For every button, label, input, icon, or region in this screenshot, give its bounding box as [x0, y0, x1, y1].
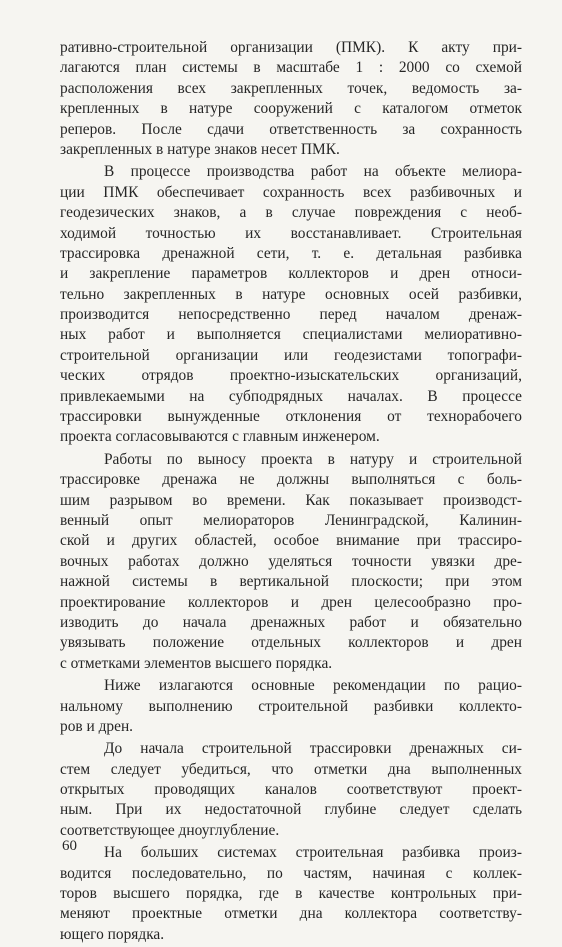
text-line: тельно закрепленных в натуре основных осей разбивки,: [60, 285, 522, 303]
text-line: геодезических знаков, а в случае повреждения с необ-: [60, 204, 522, 222]
text-line: реперов. После сдачи ответственность за сохранность: [60, 120, 522, 138]
text-line: ходимой точностью их восстанавливает. Строительная: [60, 224, 522, 242]
text-line: трассировке дренажа не должны выполняться с боль-: [60, 471, 522, 489]
text-line: с отметками элементов высшего порядка.: [60, 654, 333, 672]
text-line: Ниже излагаются основные рекомендации по рацио-: [104, 677, 522, 695]
text-line: вочных работах должно уделяться точности увязки дре-: [60, 552, 522, 570]
paragraph: [60, 843, 522, 945]
text-line: ческих отрядов проектно-изыскательских организаций,: [60, 367, 522, 385]
text-line: ров и дрен.: [60, 717, 134, 735]
text-line: производится непосредственно перед началом дренаж-: [60, 306, 522, 324]
text-line: шим разрывом во времени. Как показывает производст-: [60, 491, 522, 509]
text-line: нажной системы в вертикальной плоскости; при этом: [60, 573, 522, 591]
text-line: ных работ и выполняется специалистами мелиоративно-: [60, 326, 522, 344]
text-line: изводить до начала дренажных работ и обязательно: [60, 613, 522, 631]
text-line: увязывать положение отдельных коллекторов и дрен: [60, 634, 522, 652]
text-line: строительной организации или геодезистами топографи-: [60, 346, 522, 364]
text-line: привлекаемыми на субподрядных началах. В процессе: [60, 387, 522, 405]
text-line: торов высшего порядка, где в качестве контрольных при-: [60, 885, 522, 903]
text-line: проектирование коллекторов и дрен целесообразно про-: [60, 593, 522, 611]
text-line: проекта согласовываются с главным инженером.: [60, 428, 380, 446]
text-line: венный опыт мелиораторов Ленинградской, Калинин-: [60, 511, 522, 529]
paragraph: [60, 739, 522, 841]
text-line: Работы по выносу проекта в натуру и строительной: [104, 450, 522, 468]
text-line: ративно-строительной организации (ПМК). К акту при-: [60, 39, 522, 56]
text-line: соответствующее дноуглубление.: [60, 821, 280, 839]
text-line: меняют проектные отметки дна коллектора соответству-: [60, 905, 522, 923]
text-line: ской и других областей, особое внимание при трассиро-: [60, 532, 522, 550]
text-line: ным. При их недостаточной глубине следует сделать: [60, 801, 522, 819]
text-line: лагаются план системы в масштабе 1 : 2000 со схемой: [60, 59, 522, 77]
text-line: стем следует убедиться, что отметки дна выполненных: [60, 760, 522, 778]
paragraph: [60, 38, 522, 160]
paragraph: [60, 676, 522, 737]
text-line: и закрепление параметров коллекторов и дрен относи-: [60, 265, 522, 283]
text-line: На больших системах строительная разбивка произ-: [104, 844, 522, 862]
paragraph: [60, 450, 522, 674]
text-line: расположения всех закрепленных точек, ведомость за-: [60, 79, 522, 97]
text-line: водится последовательно, по частям, начиная с коллек-: [60, 864, 522, 882]
page-number: 60: [62, 838, 77, 854]
text-line: крепленных в натуре сооружений с каталогом отметок: [60, 100, 522, 118]
text-line: ции ПМК обеспечивает сохранность всех разбивочных и: [60, 183, 522, 201]
text-line: нальному выполнению строительной разбивки коллекто-: [60, 697, 522, 715]
text-line: ющего порядка.: [60, 925, 165, 943]
text-line: открытых проводящих каналов соответствуют проект-: [60, 781, 522, 799]
body-text: [60, 38, 522, 947]
paragraph: [60, 162, 522, 447]
text-line: трассировки вынужденные отклонения от технорабочего: [60, 408, 522, 426]
text-line: В процессе производства работ на объекте мелиора-: [104, 163, 522, 181]
text-line: закрепленных в натуре знаков несет ПМК.: [60, 140, 340, 158]
text-line: трассировка дренажной сети, т. е. детальная разбивка: [60, 244, 522, 262]
text-line: До начала строительной трассировки дренажных си-: [104, 740, 522, 758]
